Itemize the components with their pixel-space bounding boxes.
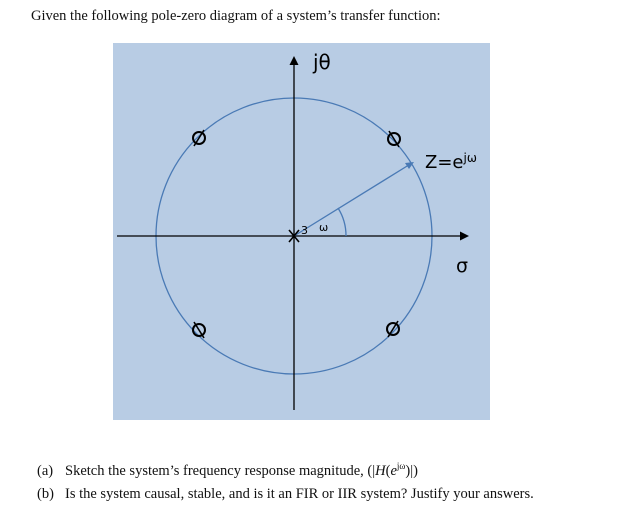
vertical-axis-label: jθ bbox=[313, 50, 331, 74]
question-b-number: (b) bbox=[37, 486, 54, 502]
question-a-text: Sketch the system’s frequency response magnitude, (| bbox=[65, 462, 376, 479]
unit-circle-label-base: Z=e bbox=[425, 152, 464, 173]
unit-circle-label-exponent: jω bbox=[463, 151, 477, 165]
intro-text: Given the following pole-zero diagram of a system’s transfer function: bbox=[31, 8, 441, 24]
question-b-text: Is the system causal, stable, and is it an FIR or IIR system? Justify your answers. bbox=[65, 486, 534, 502]
question-a-e: e bbox=[390, 462, 397, 479]
angle-label: ω bbox=[319, 221, 329, 234]
question-a-exponent: jω bbox=[396, 461, 406, 471]
pole-multiplicity-label: 3 bbox=[301, 224, 308, 237]
question-a-text-end: )|) bbox=[405, 462, 418, 479]
question-a-h: H bbox=[375, 462, 386, 479]
question-a bbox=[37, 461, 418, 480]
question-b bbox=[37, 486, 534, 503]
question-a-number: (a) bbox=[37, 462, 54, 479]
question-a-paren-open: ( bbox=[385, 462, 391, 479]
horizontal-axis-label: σ bbox=[456, 255, 469, 277]
